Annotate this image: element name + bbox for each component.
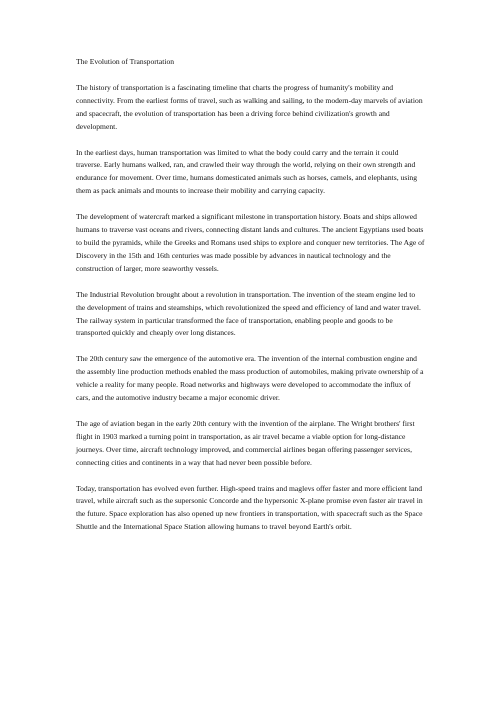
paragraph-1: The history of transportation is a fascinating timeline that charts the progress of humanity's mobility and connectivity. From the earliest forms of travel, such as walking and sailing, to the modern-day marvels of aviation and spacecraft, the evolution of transportation has been a driving force behind civilization's growth and development.	[76, 82, 423, 131]
paragraph-2: In the earliest days, human transportation was limited to what the body could carry and the terrain it could traverse. Early humans walked, ran, and crawled their way through the world, relying on their own strength and endurance for movement. Over time, humans domesticated animals such as horses, camels, and elephants, using them as pack animals and mounts to increase their mobility and carrying capacity.	[76, 147, 417, 196]
paragraph-5: The 20th century saw the emergence of the automotive era. The invention of the internal combustion engine and the assembly line production methods enabled the mass production of automobiles, making private ownership of a vehicle a reality for many people. Road networks and highways were developed to accommodate the influx of cars, and the automotive industry became a major economic driver.	[76, 354, 424, 403]
paragraph-6: The age of aviation began in the early 20th century with the invention of the airplane. The Wright brothers' first flight in 1903 marked a turning point in transportation, as air travel became a viable option for long-distance journeys. Over time, aircraft technology improved, and commercial airlines began offering passenger services, connecting cities and continents in a way that had never been possible before.	[76, 418, 415, 467]
document-page	[76, 56, 426, 547]
paragraph-3: The development of watercraft marked a significant milestone in transportation history. Boats and ships allowed humans to traverse vast oceans and rivers, connecting distant lands and cultures. The ancient Egyptians used boats to build the pyramids, while the Greeks and Romans used ships to explore and conquer new territories. The Age of Discovery in the 15th and 16th centuries was made possible by advances in nautical technology and the construction of larger, more seaworthy vessels.	[76, 212, 425, 273]
paragraph-7: Today, transportation has evolved even further. High-speed trains and maglevs offer faster and more efficient land travel, while aircraft such as the supersonic Concorde and the hypersonic X-plane promise even faster air travel in the future. Space exploration has also opened up new frontiers in transportation, with spacecraft such as the Space Shuttle and the International Space Station allowing humans to travel beyond Earth's orbit.	[76, 483, 423, 532]
paragraph-4: The Industrial Revolution brought about a revolution in transportation. The invention of the steam engine led to the development of trains and steamships, which revolutionized the speed and efficiency of land and water travel. The railway system in particular transformed the face of transportation, enabling people and goods to be transported quickly and cheaply over long distances.	[76, 289, 421, 338]
document-title: The Evolution of Transportation	[76, 57, 175, 66]
